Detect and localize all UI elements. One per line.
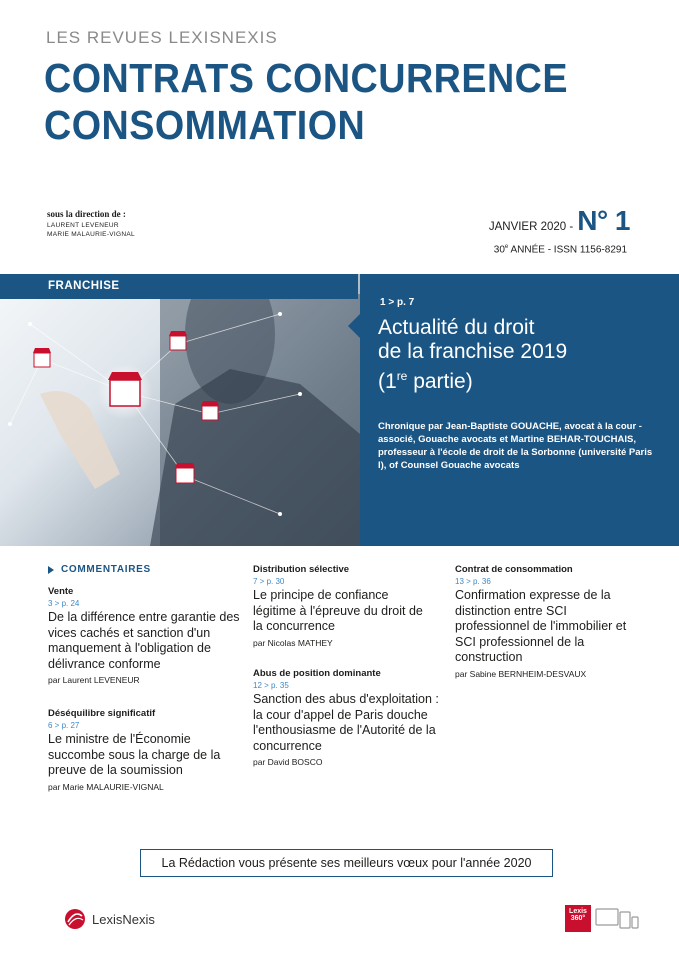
issue-number: N° 1 [577,205,630,236]
article-author: par Marie MALAURIE-VIGNAL [48,781,164,792]
lexisnexis-wordmark: LexisNexis [92,911,155,927]
headline-line2: de la franchise 2019 [378,340,568,363]
article-category: Distribution sélective [253,564,350,575]
article-title: Le ministre de l'Économie succombe sous la charge de la preuve de la soumission [48,732,221,777]
store-icon [169,331,187,350]
rubric-label: FRANCHISE [0,274,358,299]
article-contrat[interactable] [455,564,640,679]
store-icon [108,372,142,406]
article-category: Déséquilibre significatif [48,708,156,719]
panel-notch [348,314,360,338]
series-label: LES REVUES LEXISNEXIS [46,28,278,47]
article-page-ref: 13 > p. 36 [455,577,491,586]
year-rest: ANNÉE - ISSN 1156-8291 [508,244,627,256]
article-category: Contrat de consommation [455,564,573,575]
year-number: 30 [493,244,505,256]
feature-ref: 1 > p. 7 [380,297,415,308]
issue-info [489,205,630,237]
article-page-ref: 12 > p. 35 [253,681,289,690]
director-name: LAURENT LEVENEUR [47,222,119,229]
publisher-logo [565,905,639,932]
lexis360-badge [565,905,591,932]
article-page-ref: 3 > p. 24 [48,599,80,608]
devices-icon [595,906,639,932]
article-distribution[interactable] [253,564,433,648]
feature-byline: Chronique par Jean-Baptiste GOUACHE, avocat à la cour - associé, Gouache avocats et Martine BEHAR-TOUCHAIS, professeur à l'école de droit de la Sorbonne (université Paris I), of Counsel Gouache avocats [378,421,653,471]
network-illustration [0,274,360,546]
article-author: par Sabine BERNHEIM-DESVAUX [455,668,587,679]
year-sup: e [504,244,509,250]
lexisnexis-logo [64,908,155,930]
badge-line2: 360° [570,915,586,922]
article-title: Le principe de confiance légitime à l'épreuve du droit de la concurrence [253,588,423,633]
article-desequilibre[interactable] [48,708,228,792]
headline-sup: re [396,369,408,383]
article-title: Sanction des abus d'exploitation : la cour d'appel de Paris douche l'enthousiasme de l'Autorité de la concurrence [253,692,439,753]
lexisnexis-swirl-icon [64,908,86,930]
article-page-ref: 6 > p. 27 [48,721,80,730]
article-author: par David BOSCO [253,757,323,767]
store-icon [175,463,195,483]
store-icon [201,401,219,420]
feature-headline[interactable] [378,316,658,394]
feature-illustration [0,274,360,546]
article-title: Confirmation expresse de la distinction entre SCI professionnel de l'immobilier et SCI professionnel de la construction [455,588,627,664]
headline-line1: Actualité du droit [378,316,535,339]
season-greetings-box: La Rédaction vous présente ses meilleurs vœux pour l'année 2020 [140,849,553,877]
director-name: MARIE MALAURIE-VIGNAL [47,230,135,238]
direction-label: sous la direction de : [47,209,126,219]
headline-line3-pre: (1 [378,370,397,393]
badge-line1: Lexis [569,908,587,915]
issue-date: JANVIER 2020 - [488,221,574,233]
article-abus[interactable] [253,668,443,767]
editorial-direction [47,209,135,239]
journal-title [44,55,568,149]
article-category: Vente [48,586,74,597]
headline-line3-post: partie) [407,370,473,393]
commentaires-heading [48,564,151,575]
article-author: par Laurent LEVENEUR [48,675,140,685]
issue-year-issn [494,244,627,255]
article-category: Abus de position dominante [253,668,381,679]
article-author: par Nicolas MATHEY [253,637,333,648]
feature-band [0,274,679,546]
store-icon [33,348,51,367]
triangle-right-icon [48,566,54,574]
article-vente[interactable] [48,586,248,685]
feature-panel [360,274,679,546]
commentaires-label: COMMENTAIRES [61,564,151,575]
journal-title-line2: CONSOMMATION [44,102,366,148]
article-page-ref: 7 > p. 30 [253,577,285,586]
journal-title-line1: CONTRATS CONCURRENCE [44,55,569,101]
headline-line3 [378,364,658,394]
article-title: De la différence entre garantie des vices cachés et sanction d'un manquement à l'obligation de délivrance conforme [48,610,240,671]
